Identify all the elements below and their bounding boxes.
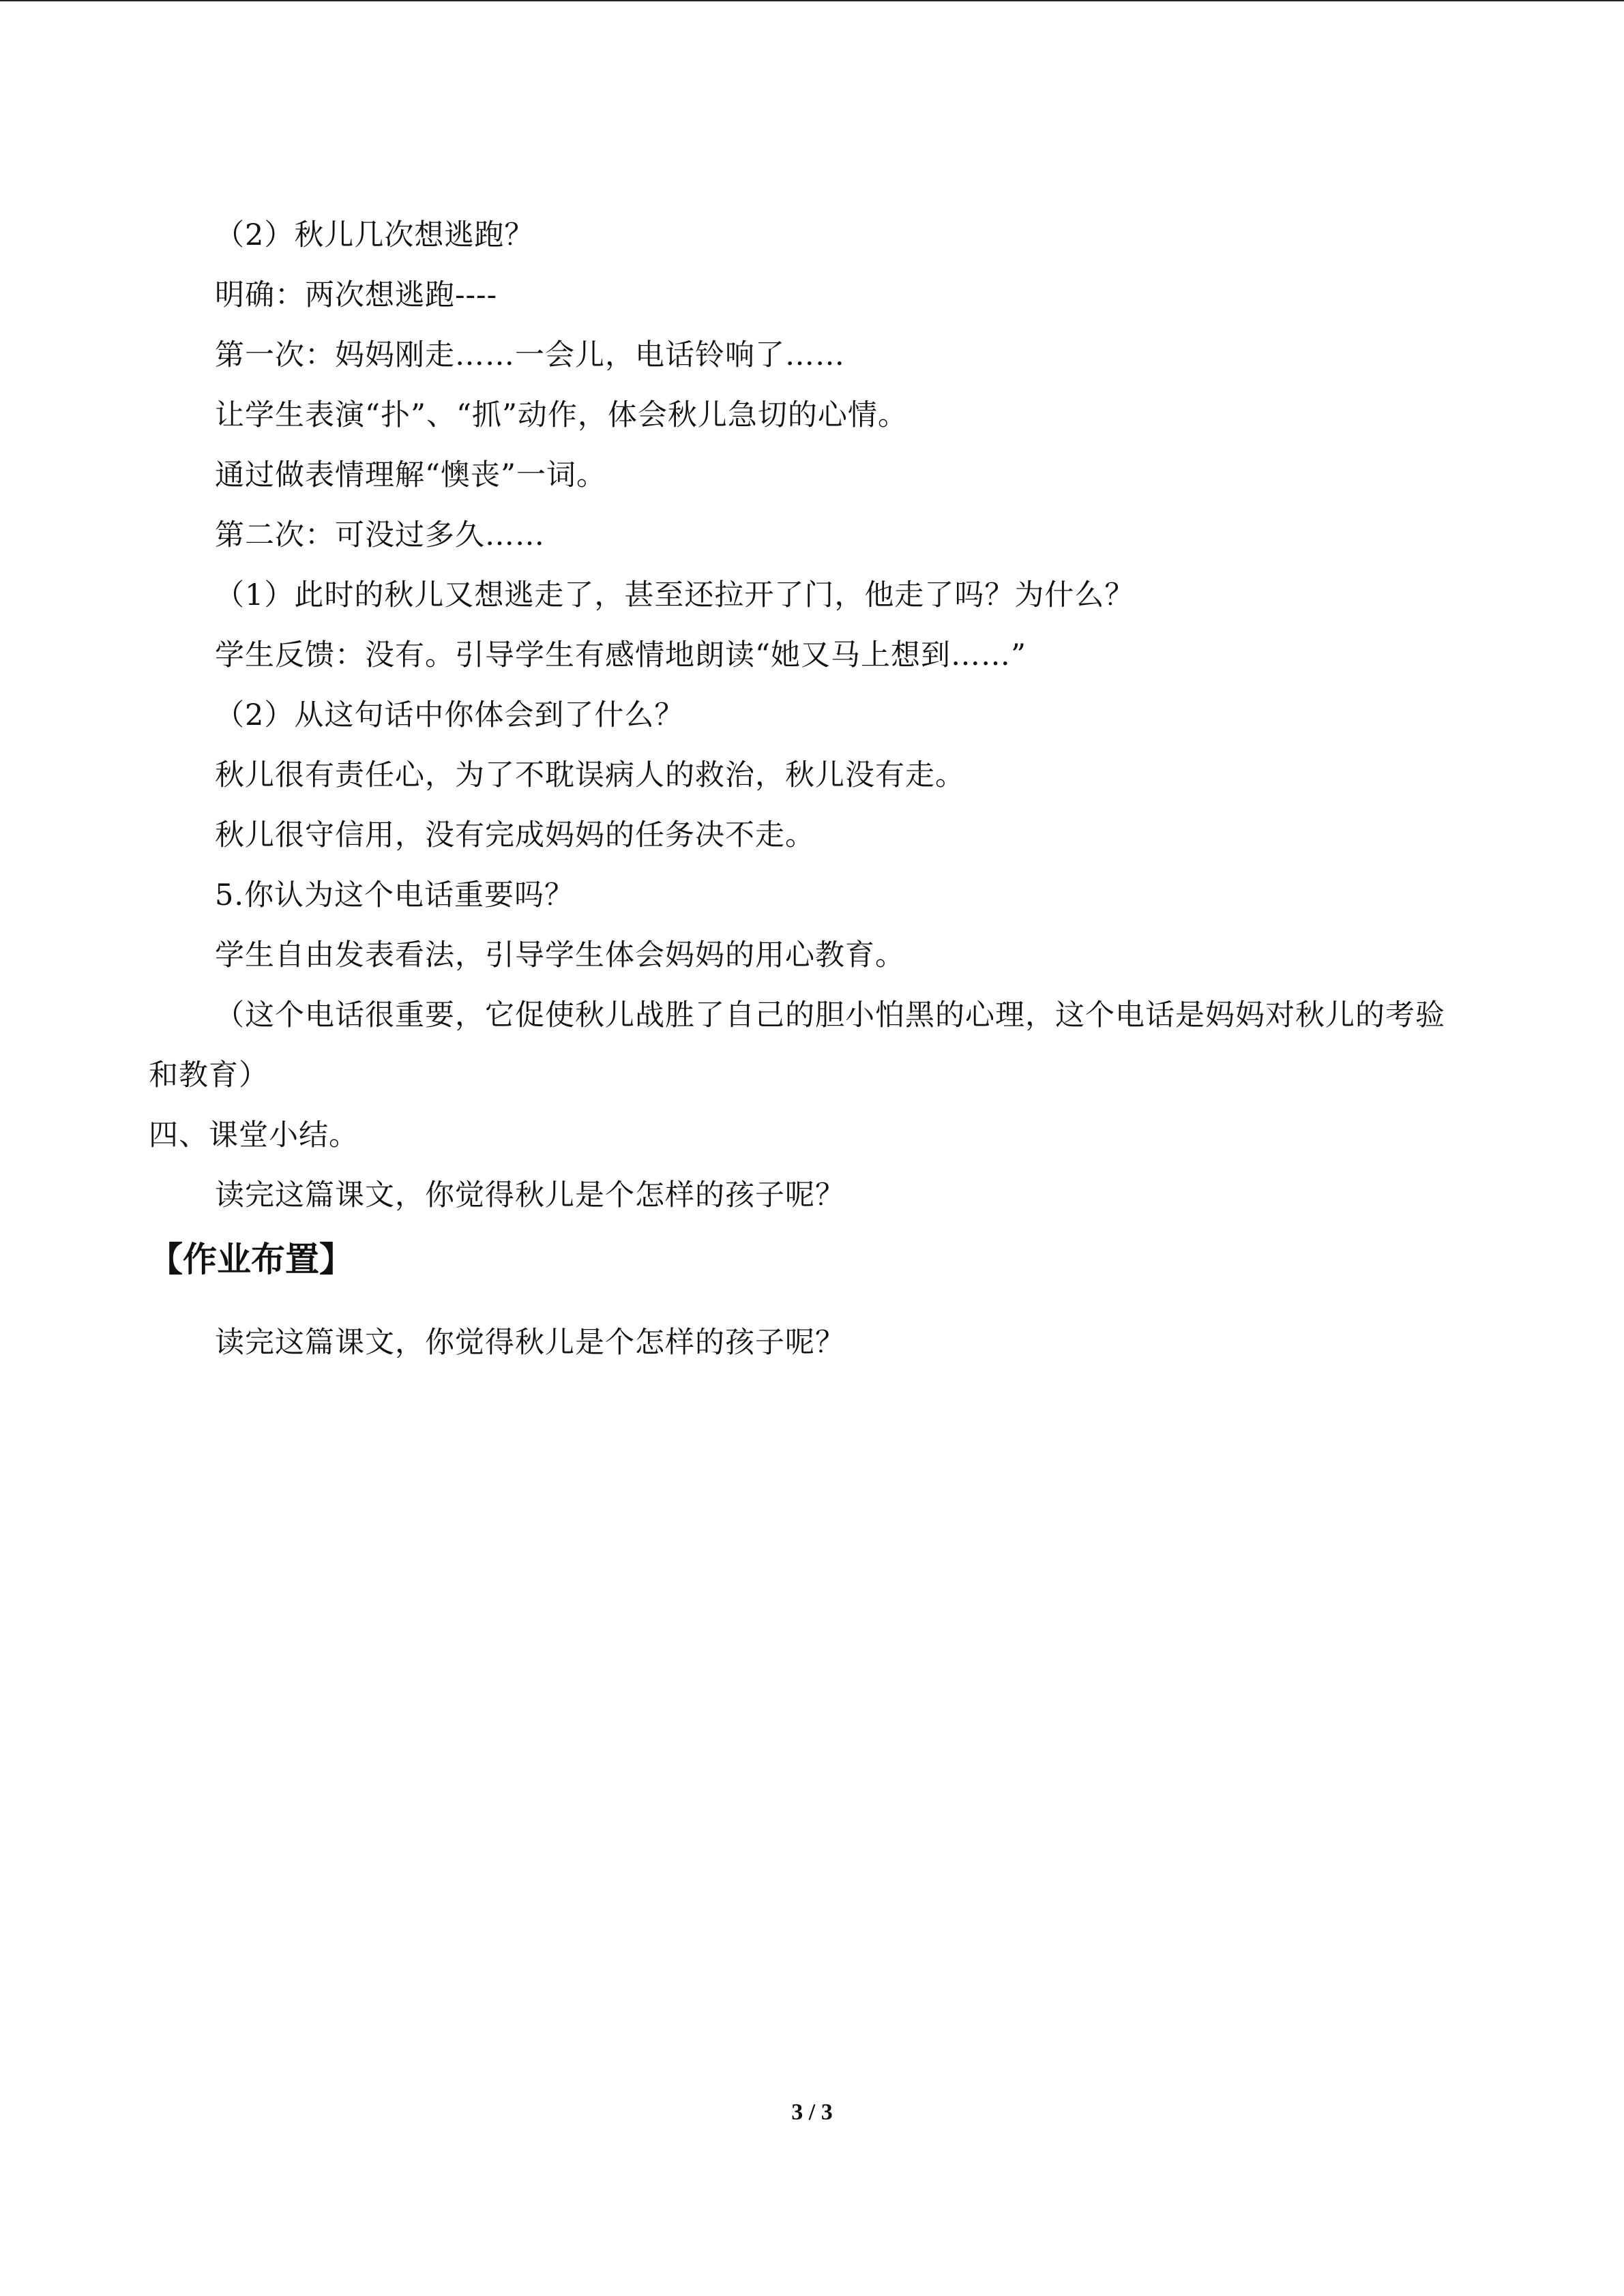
homework-heading: 【作业布置】 xyxy=(149,1240,353,1279)
act-out-line: 让学生表演“扑”、“抓”动作，体会秋儿急切的心情。 xyxy=(215,398,908,432)
summary-question: 读完这篇课文，你觉得秋儿是个怎样的孩子呢？ xyxy=(215,1178,845,1212)
question-5-phone-important: 5.你认为这个电话重要吗？ xyxy=(215,878,575,912)
expression-line: 通过做表情理解“懊丧”一词。 xyxy=(215,458,606,492)
section-four-heading: 四、课堂小结。 xyxy=(149,1118,359,1152)
question-2-escape-times: （2）秋儿几次想逃跑？ xyxy=(215,218,535,252)
responsibility-line: 秋儿很有责任心，为了不耽误病人的救治，秋儿没有走。 xyxy=(215,758,965,792)
trustworthy-line: 秋儿很守信用，没有完成妈妈的任务决不走。 xyxy=(215,818,815,852)
second-time-line: 第二次：可没过多久…… xyxy=(215,518,545,552)
page-number: 3 / 3 xyxy=(791,2100,833,2125)
phone-importance-paragraph: （这个电话很重要，它促使秋儿战胜了自己的胆小怕黑的心理，这个电话是妈妈对秋儿的考验和教育） xyxy=(149,998,1445,1092)
question-2-what-learned: （2）从这句话中你体会到了什么？ xyxy=(215,698,685,732)
first-time-line: 第一次：妈妈刚走……一会儿，电话铃响了…… xyxy=(215,338,845,372)
answer-two-times: 明确：两次想逃跑---- xyxy=(215,278,498,312)
free-discussion-line: 学生自由发表看法，引导学生体会妈妈的用心教育。 xyxy=(215,938,905,972)
page-top-border xyxy=(0,0,1624,1)
student-feedback-line: 学生反馈：没有。引导学生有感情地朗读“她又马上想到……” xyxy=(215,638,1027,672)
question-1-did-he-leave: （1）此时的秋儿又想逃走了，甚至还拉开了门，他走了吗？为什么？ xyxy=(215,578,1135,612)
homework-text: 读完这篇课文，你觉得秋儿是个怎样的孩子呢？ xyxy=(215,1326,845,1360)
